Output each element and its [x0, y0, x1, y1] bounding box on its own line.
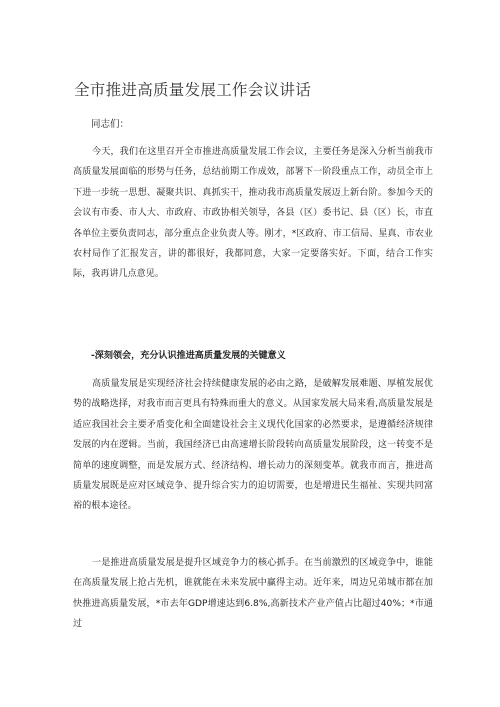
paragraph-significance: 高质量发展是实现经济社会持续健康发展的必由之路，是破解发展难题、厚植发展优势的战略选择，对我市而言更具有特殊而重大的意义。从国家发展大局来看,高质量发展是适应我国社会主要矛盾变化和全面建设社会主义现代化国家的必然要求，是遵循经济规律发展的内在逻辑。当前，我国经济已由高速增长阶段转向高质量发展阶段，这一转变不是简单的速度调整，而是发展方式、经济结构、增长动力的深刻变革。就我市而言，推进高质量发展既是应对区域竞争、提升综合实力的迫切需要，也是增进民生福祉、实现共同富裕的根本途径。 — [73, 379, 433, 512]
greeting: 同志们： — [91, 119, 130, 130]
document-title: 全市推进高质量发展工作会议讲话 — [74, 81, 312, 99]
paragraph-opening: 今天，我们在这里召开全市推进高质量发展工作会议，主要任务是深入分析当前我市高质量发展面临的形势与任务，总结前期工作成效，部署下一阶段重点工作，动员全市上下进一步统一思想、凝聚共识、真抓实干，推动我市高质量发展迈上新台阶。参加今天的会议有市委、市人大、市政府、市政协相关领导，各县（区）委书记、县（区）长，市直各单位主要负责同志，部分重点企业负责人等。刚才，*区政府、市工信局、星真、市农业农村局作了汇报发言，讲的都很好，我都同意，大家一定要落实好。下面，结合工作实际，我再讲几点意见。 — [73, 147, 433, 280]
paragraph-point-one: 一是推进高质量发展是提升区域竞争力的核心抓手。在当前激烈的区域竞争中，谁能在高质量发展上抢占先机，谁就能在未来发展中赢得主动。近年来，周边兄弟城市都在加快推进高质量发展，*市去年GDP增速达到6.8%,高新技术产业产值占比超过40%；*市通过 — [73, 558, 433, 630]
section-heading: -深刻领会，充分认识推进高质量发展的关键意义 — [91, 351, 286, 361]
